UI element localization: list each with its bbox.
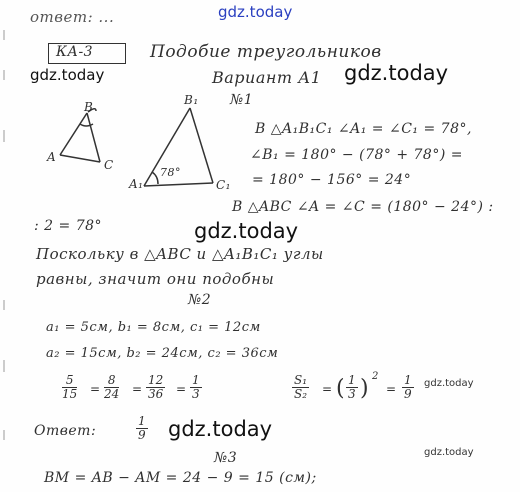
triangle-abc xyxy=(60,109,100,162)
fraction-numerator: 8 xyxy=(104,374,119,388)
fraction-s1-s2 xyxy=(292,374,309,401)
work-label: КА-3 xyxy=(56,44,94,60)
fraction-denominator: 3 xyxy=(348,387,356,401)
task3-number: №3 xyxy=(214,450,238,466)
task1-line1: В △A₁B₁C₁ ∠A₁ = ∠C₁ = 78°, xyxy=(255,121,472,137)
watermark-small-right-1: gdz.today xyxy=(424,378,474,389)
fraction-numerator: S₁ xyxy=(294,373,308,387)
fraction-5-15 xyxy=(62,374,77,401)
watermark-top: gdz.today xyxy=(218,3,293,21)
fraction-1-9 xyxy=(402,374,414,401)
equals-sign: = xyxy=(90,382,101,396)
fraction-8-24 xyxy=(104,374,119,401)
task1-line2: ∠B₁ = 180° − (78° + 78°) = xyxy=(250,147,463,163)
label-b: B xyxy=(84,100,94,114)
task1-line7: равны, значит они подобны xyxy=(36,270,275,288)
equals-sign: = xyxy=(386,382,397,396)
task2-number: №2 xyxy=(188,292,212,308)
fraction-denominator: 9 xyxy=(404,387,412,401)
label-a: A xyxy=(47,150,57,164)
watermark-bottom-center: gdz.today xyxy=(168,417,273,441)
fraction-denominator: 24 xyxy=(104,387,120,401)
task2-row2: a₂ = 15см, b₂ = 24см, c₂ = 36см xyxy=(46,346,279,361)
fraction-numerator: 1 xyxy=(404,373,412,387)
label-c1: C₁ xyxy=(216,178,231,192)
task1-line3: = 180° − 156° = 24° xyxy=(252,172,412,188)
paren-open: ( xyxy=(336,376,346,401)
task1-number: №1 xyxy=(230,92,254,108)
equals-sign: = xyxy=(322,382,333,396)
fraction-1-3 xyxy=(190,374,202,401)
variant-label: Вариант А1 xyxy=(212,68,322,87)
exponent: 2 xyxy=(372,371,379,382)
watermark-right: gdz.today xyxy=(344,61,449,85)
fraction-numerator: 1 xyxy=(138,414,146,428)
fraction-denominator: 36 xyxy=(148,387,164,401)
fraction-numerator: 5 xyxy=(62,374,77,388)
fraction-denominator: 15 xyxy=(62,387,78,401)
fraction-numerator: 1 xyxy=(192,373,200,387)
task1-line6: Поскольку в △ABC и △A₁B₁C₁ углы xyxy=(36,245,324,263)
paren-close: ) xyxy=(360,376,370,401)
task2-row1: a₁ = 5см, b₁ = 8см, c₁ = 12см xyxy=(46,320,261,335)
fraction-denominator: 9 xyxy=(138,428,146,442)
fraction-12-36 xyxy=(146,374,165,401)
fraction-1-3-power xyxy=(346,374,358,401)
label-b1: B₁ xyxy=(184,93,199,107)
page-title: Подобие треугольников xyxy=(150,42,382,62)
angle-label-a1: 78° xyxy=(160,166,181,179)
task2-answer-label: Ответ: xyxy=(34,423,97,439)
fraction-denominator: 3 xyxy=(192,387,200,401)
task1-line4: В △ABC ∠A = ∠C = (180° − 24°) : xyxy=(232,199,494,215)
watermark-small-right-2: gdz.today xyxy=(424,447,474,458)
label-c: C xyxy=(104,158,114,172)
task1-line5: : 2 = 78° xyxy=(34,218,103,234)
equals-sign: = xyxy=(176,382,187,396)
fraction-numerator: 12 xyxy=(148,373,164,387)
task3-line1: BM = AB − AM = 24 − 9 = 15 (см); xyxy=(44,470,317,486)
fraction-denominator: S₂ xyxy=(294,387,308,401)
fraction-numerator: 1 xyxy=(348,373,356,387)
watermark-left: gdz.today xyxy=(30,66,105,84)
fraction-answer-1-9 xyxy=(136,415,148,442)
watermark-center: gdz.today xyxy=(194,219,299,243)
top-line: ответ: ... xyxy=(30,8,115,26)
equals-sign: = xyxy=(132,382,143,396)
label-a1: A₁ xyxy=(129,177,144,191)
